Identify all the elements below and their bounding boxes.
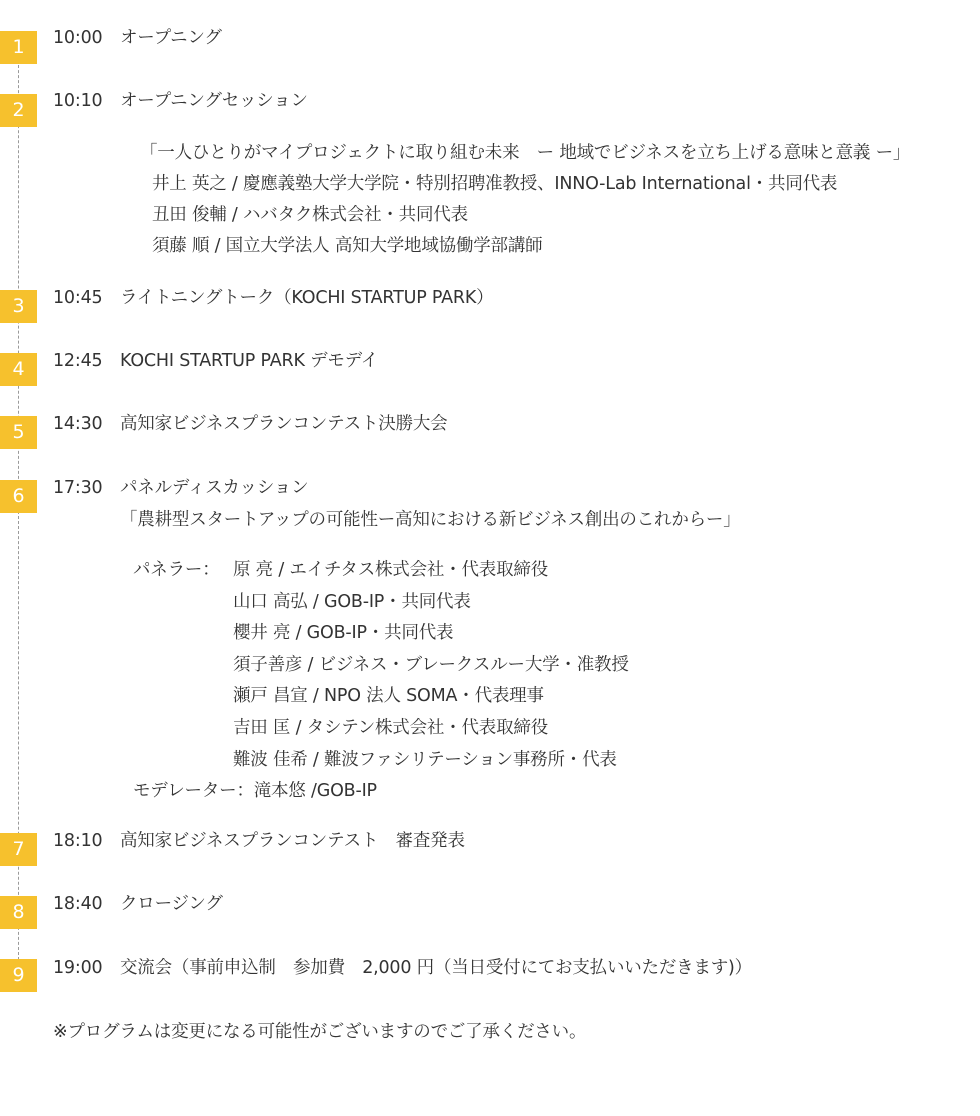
panelist-line: 難波 佳希 / 難波ファシリテーション事務所・代表 xyxy=(233,750,617,770)
item-title: クロージング xyxy=(120,894,223,914)
item-time: 18:10 xyxy=(53,831,103,851)
panelist-line: 須子善彦 / ビジネス・ブレークスルー大学・准教授 xyxy=(233,655,629,675)
item-time: 18:40 xyxy=(53,894,103,914)
speaker-line: 丑田 俊輔 / ハバタク株式会社・共同代表 xyxy=(152,205,468,225)
item-number-badge: 6 xyxy=(0,480,37,513)
panelist-line: 櫻井 亮 / GOB-IP・共同代表 xyxy=(233,623,454,643)
item-time: 17:30 xyxy=(53,478,103,498)
item-number-badge: 4 xyxy=(0,353,37,386)
item-number-badge: 2 xyxy=(0,94,37,127)
item-title: 交流会（事前申込制 参加費 2,000 円（当日受付にてお支払いいただきます)） xyxy=(120,958,752,978)
item-title: パネルディスカッション xyxy=(120,478,309,498)
item-time: 10:00 xyxy=(53,28,103,48)
session-subtitle: 「農耕型スタートアップの可能性ー高知における新ビジネス創出のこれからー」 xyxy=(120,510,741,530)
panelist-line: 山口 高弘 / GOB-IP・共同代表 xyxy=(233,592,471,612)
item-number-badge: 1 xyxy=(0,31,37,64)
item-number-badge: 9 xyxy=(0,959,37,992)
item-number-badge: 7 xyxy=(0,833,37,866)
item-title: オープニングセッション xyxy=(120,91,308,111)
item-title: 高知家ビジネスプランコンテスト決勝大会 xyxy=(120,414,448,434)
item-number-badge: 3 xyxy=(0,290,37,323)
panelist-line: 原 亮 / エイチタス株式会社・代表取締役 xyxy=(233,560,549,580)
item-number-badge: 5 xyxy=(0,416,37,449)
item-title: ライトニングトーク（KOCHI STARTUP PARK） xyxy=(120,288,494,308)
panelist-line: 吉田 匡 / タシテン株式会社・代表取締役 xyxy=(233,718,549,738)
item-number-badge: 8 xyxy=(0,896,37,929)
session-subtitle: 「一人ひとりがマイプロジェクトに取り組む未来 ー 地域でビジネスを立ち上げる意味と意義 ー」 xyxy=(140,143,911,163)
item-title: KOCHI STARTUP PARK デモデイ xyxy=(120,351,379,371)
item-title: オープニング xyxy=(120,28,222,48)
item-time: 10:10 xyxy=(53,91,103,111)
moderator-line: モデレーター：滝本悠 /GOB-IP xyxy=(133,781,377,801)
speaker-line: 井上 英之 / 慶應義塾大学大学院・特別招聘准教授、INNO-Lab International・共同代表 xyxy=(152,174,838,194)
speaker-line: 須藤 順 / 国立大学法人 高知大学地域協働学部講師 xyxy=(152,236,543,256)
item-time: 14:30 xyxy=(53,414,103,434)
item-time: 19:00 xyxy=(53,958,103,978)
item-title: 高知家ビジネスプランコンテスト 審査発表 xyxy=(120,831,465,851)
item-time: 10:45 xyxy=(53,288,103,308)
panelist-line: 瀬戸 昌宣 / NPO 法人 SOMA・代表理事 xyxy=(233,686,544,706)
program-note: ※プログラムは変更になる可能性がございますのでご了承ください。 xyxy=(53,1022,587,1042)
item-time: 12:45 xyxy=(53,351,103,371)
panel-label: パネラー： xyxy=(133,560,220,580)
